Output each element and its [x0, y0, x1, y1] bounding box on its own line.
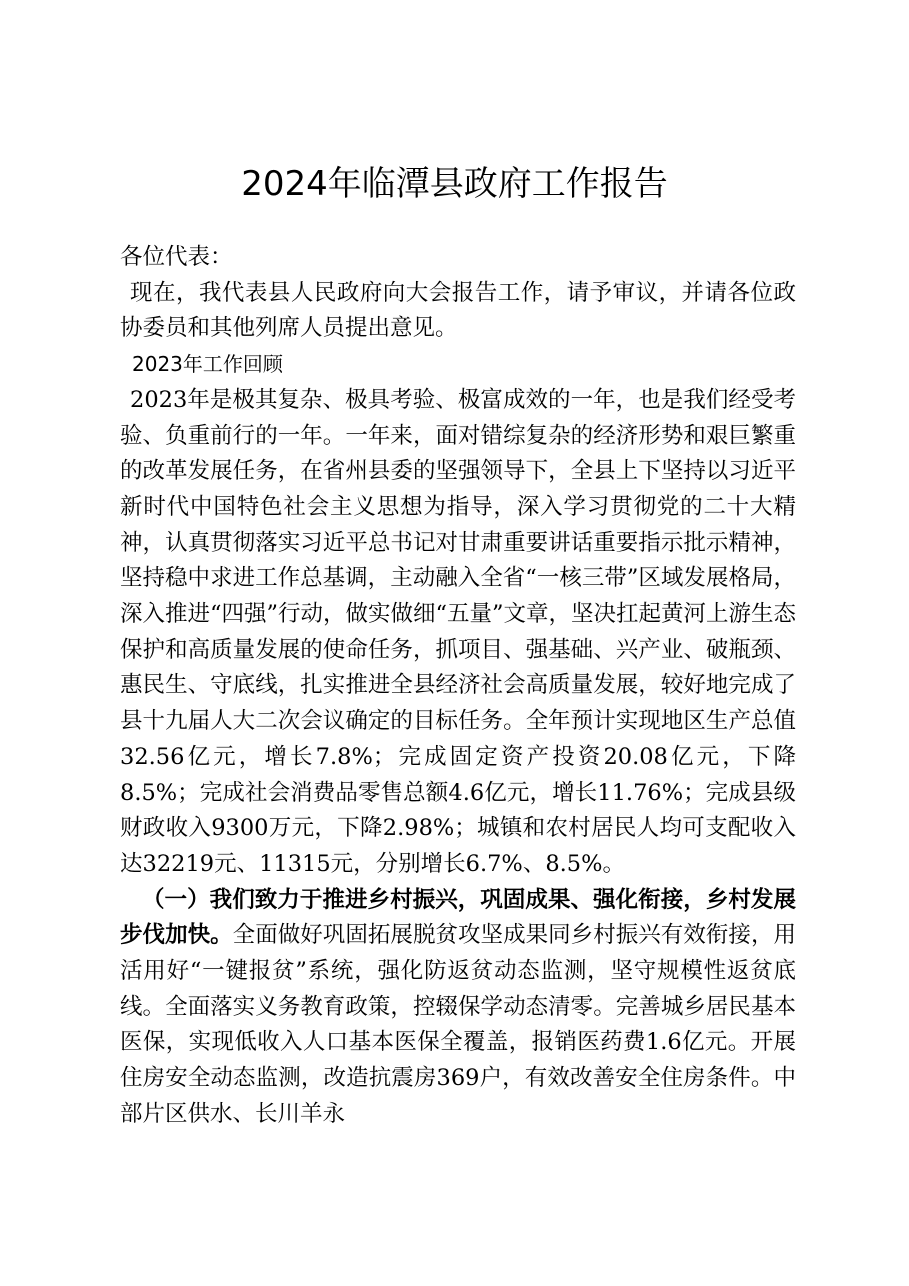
section-heading: 2023年工作回顾 [132, 352, 283, 377]
intro-paragraph: 现在，我代表县人民政府向大会报告工作，请予审议，并请各位政协委员和其他列席人员提出意见。 [120, 279, 796, 342]
point-one-heading: （一）我们致力于推进乡村振兴，巩固成果、强化衔接，乡村发展步伐加快。 [120, 886, 796, 949]
point-one-text: 全面做好巩固拓展脱贫攻坚成果同乡村振兴有效衔接，用活用好“一键报贫”系统，强化防返贫动态监测，坚守规模性返贫底线。全面落实义务教育政策，控辍保学动态清零。完善城乡居民基本医保，实现低收入人口基本医保全覆盖，报销医药费1.6亿元。开展住房安全动态监测，改造抗震房369户，有效改善安全住房条件。中部片区供水、长川羊永 [120, 922, 796, 1127]
document-title: 2024年临潭县政府工作报告 [241, 164, 668, 204]
salutation: 各位代表： [120, 244, 233, 270]
document-body [120, 240, 796, 1133]
review-paragraph: 2023年是极其复杂、极具考验、极富成效的一年，也是我们经受考验、负重前行的一年。一年来，面对错综复杂的经济形势和艰巨繁重的改革发展任务，在省州县委的坚强领导下，全县上下坚持以习近平新时代中国特色社会主义思想为指导，深入学习贯彻党的二十大精神，认真贯彻落实习近平总书记对甘肃重要讲话重要指示批示精神，坚持稳中求进工作总基调，主动融入全省“一核三带”区域发展格局，深入推进“四强”行动，做实做细“五量”文章，坚决扛起黄河上游生态保护和高质量发展的使命任务，抓项目、强基础、兴产业、破瓶颈、惠民生、守底线，扎实推进全县经济社会高质量发展，较好地完成了县十九届人大二次会议确定的目标任务。全年预计实现地区生产总值32.56亿元，增长7.8%；完成固定资产投资20.08亿元，下降8.5%；完成社会消费品零售总额4.6亿元，增长11.76%；完成县级财政收入9300万元，下降2.98%；城镇和农村居民人均可支配收入达32219元、11315元，分别增长6.7%、8.5%。 [120, 386, 797, 877]
point-one-paragraph [120, 883, 796, 1133]
